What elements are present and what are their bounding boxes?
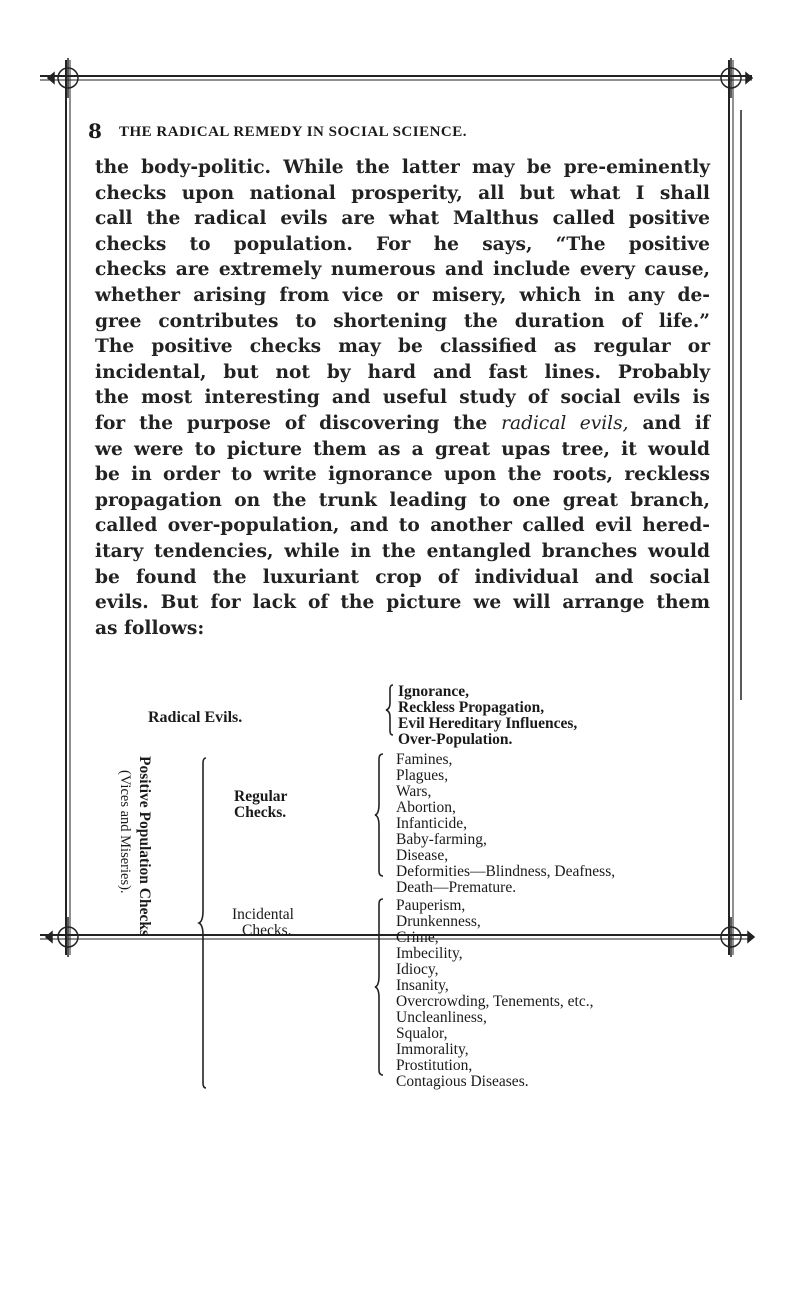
text-line: gree contributes to shortening the duration of life.” [95, 310, 710, 332]
incidental-item: Crime, [396, 929, 439, 946]
text-line: the most interesting and useful study of social evils is [95, 387, 710, 409]
positive-checks-sublabel: (Vices and Miseries). [117, 770, 133, 894]
radical-item: Over-Population. [398, 731, 513, 748]
incidental-brace [375, 899, 383, 1075]
incidental-item: Uncleanliness, [396, 1009, 487, 1026]
incidental-item: Idiocy, [396, 961, 439, 978]
text-line: checks to population. For he says, “The positive [95, 233, 710, 255]
regular-item: Disease, [396, 847, 449, 864]
italic-phrase: radical evils, [501, 412, 629, 434]
regular-item: Deformities—Blindness, Deafness, [396, 863, 616, 880]
incidental-item: Insanity, [396, 977, 449, 994]
regular-brace [375, 754, 383, 876]
incidental-item: Immorality, [396, 1041, 469, 1058]
text-line: incidental, but not by hard and fast lines. Probably [95, 361, 710, 383]
running-title: THE RADICAL REMEDY IN SOCIAL SCIENCE. [119, 124, 468, 140]
text-line: itary tendencies, while in the entangled branches would [95, 540, 710, 562]
regular-item: Plagues, [396, 767, 449, 784]
text-line: the body-politic. While the latter may be pre-eminently [95, 157, 710, 178]
radical-brace [386, 685, 393, 735]
positive-checks-label: Positive Population Checks [136, 756, 153, 936]
regular-item: Infanticide, [396, 815, 468, 832]
text-fragment: for the purpose of discovering the [95, 412, 488, 434]
text-line: whether arising from vice or misery, which in any de- [95, 284, 710, 306]
incidental-item: Squalor, [396, 1025, 448, 1042]
text-line: call the radical evils are what Malthus called positive [95, 208, 710, 230]
regular-item: Death—Premature. [396, 879, 517, 896]
regular-checks-label-2: Checks. [234, 804, 287, 821]
regular-item: Famines, [396, 751, 453, 768]
incidental-item: Imbecility, [396, 945, 463, 962]
text-line: The positive checks may be classified as regular or [95, 336, 710, 358]
text-line: checks upon national prosperity, all but what I shall [95, 182, 710, 204]
incidental-item: Pauperism, [396, 897, 466, 914]
incidental-item: Drunkenness, [396, 913, 481, 930]
text-line: be found the luxuriant crop of individual and social [95, 566, 710, 588]
text-fragment: and if [642, 412, 710, 434]
text-line: we were to picture them as a great upas tree, it would [95, 438, 710, 460]
regular-item: Wars, [396, 783, 432, 800]
incidental-checks-label: Incidental [232, 906, 294, 923]
page-number: 8 [88, 119, 102, 143]
radical-item: Ignorance, [398, 683, 470, 700]
incidental-item: Contagious Diseases. [396, 1073, 529, 1090]
text-line: called over-population, and to another called evil hered- [95, 515, 710, 537]
text-line: propagation on the trunk leading to one great branch, [95, 489, 710, 511]
positive-brace [199, 758, 206, 1088]
text-line: checks are extremely numerous and include every cause, [95, 259, 710, 281]
incidental-item: Overcrowding, Tenements, etc., [396, 993, 594, 1010]
radical-item: Reckless Propagation, [398, 699, 545, 716]
text-line: evils. But for lack of the picture we will arrange them [95, 592, 710, 614]
regular-item: Abortion, [396, 799, 456, 816]
incidental-item: Prostitution, [396, 1057, 473, 1074]
radical-evils-label: Radical Evils. [148, 709, 243, 726]
regular-item: Baby-farming, [396, 831, 487, 848]
text-line: be in order to write ignorance upon the roots, reckless [95, 464, 710, 486]
regular-checks-label: Regular [234, 788, 288, 805]
incidental-checks-label-2: Checks. [242, 922, 292, 939]
radical-item: Evil Hereditary Influences, [398, 715, 578, 732]
text-line: as follows: [95, 617, 205, 639]
